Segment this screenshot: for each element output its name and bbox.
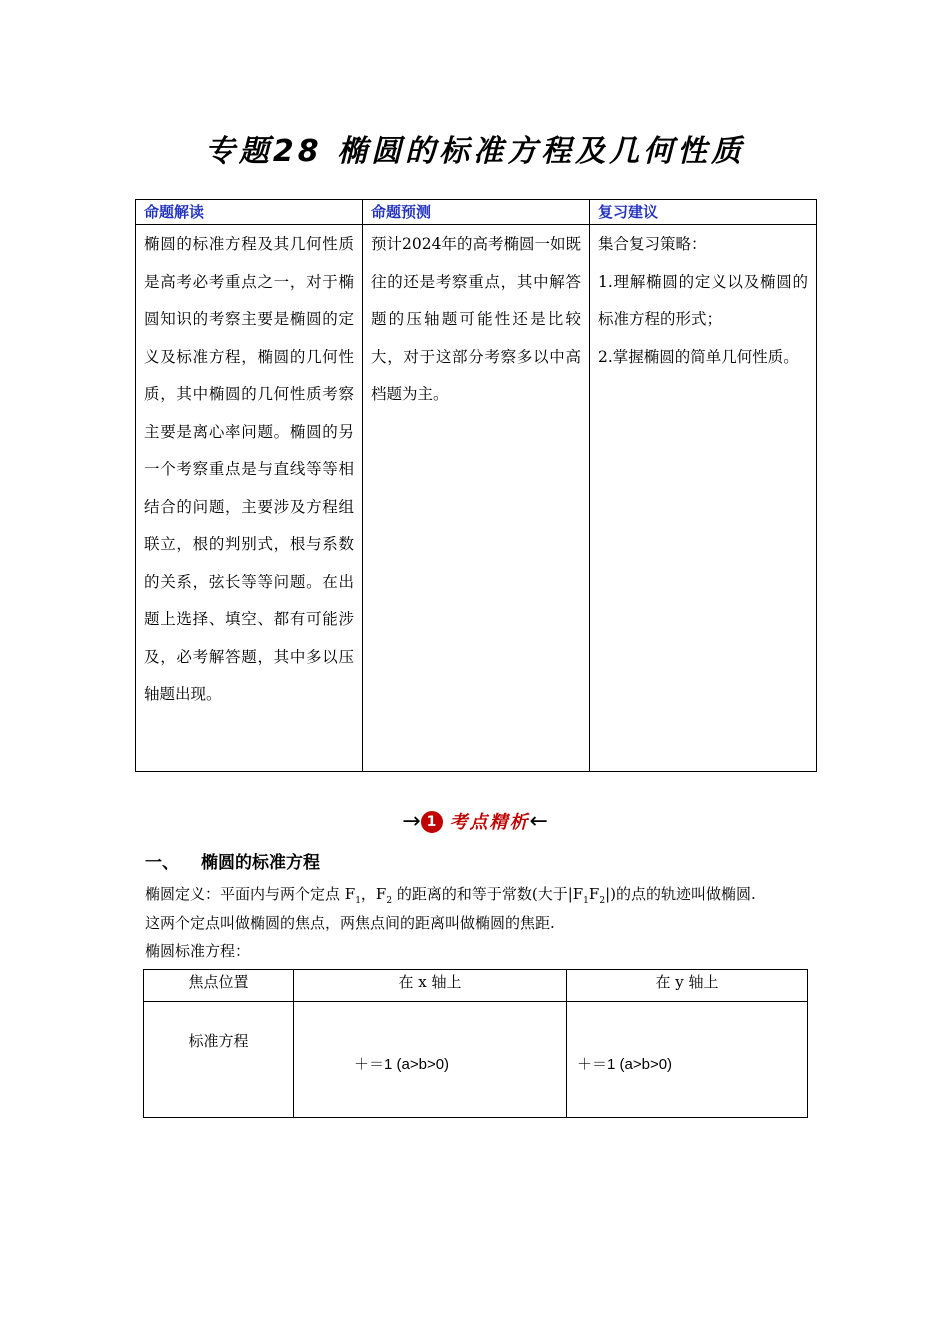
advice-intro: 集合复习策略： (598, 235, 707, 253)
eq-row-label: 标准方程 (144, 1002, 294, 1118)
x-axis-formula: ＋＝1 (a>b>0) (354, 1055, 450, 1073)
section-number-badge: 1 (421, 811, 443, 833)
header-interpretation: 命题解读 (136, 200, 363, 225)
interpretation-text: 椭圆的标准方程及其几何性质是高考必考重点之一，对于椭圆知识的考察主要是椭圆的定义及标准方程，椭圆的几何性质，其中椭圆的几何性质考察主要是离心率问题。椭圆的另一个考察重点是与直线等等相结合的问题，主要涉及方程组联立，根的判别式，根与系数的关系，弦长等等问题。在出题上选择、填空、都有可能涉及，必考解答题，其中多以压轴题出现。 (136, 225, 363, 772)
header-prediction: 命题预测 (363, 200, 590, 225)
heading-index: 一、 (145, 853, 179, 873)
arrow-right-icon: → (402, 809, 421, 834)
advice-item-1: 1.理解椭圆的定义以及椭圆的标准方程的形式； (598, 272, 808, 328)
subsection-heading (145, 848, 320, 873)
page-title: 专题28 椭圆的标准方程及几何性质 (204, 134, 746, 169)
review-advice-cell (590, 225, 817, 772)
equation-table (143, 969, 808, 1118)
y-axis-formula: ＋＝1 (a>b>0) (577, 1055, 673, 1073)
advice-item-2: 2.掌握椭圆的简单几何性质。 (598, 347, 799, 366)
x-axis-equation (294, 1002, 567, 1118)
prediction-text: 预计2024年的高考椭圆一如既往的还是考察重点，其中解答题的压轴题可能性还是比较大，对于这部分考察多以中高档题为主。 (363, 225, 590, 772)
overview-table (135, 199, 817, 772)
section-banner (0, 808, 950, 834)
eq-header-focus: 焦点位置 (144, 970, 294, 1002)
eq-header-y-axis: 在 y 轴上 (567, 970, 808, 1002)
eq-header-x-axis: 在 x 轴上 (294, 970, 567, 1002)
definition-line-2: 这两个定点叫做椭圆的焦点，两焦点间的距离叫做椭圆的焦距. (145, 914, 555, 932)
definition-line-3: 椭圆标准方程： (145, 942, 251, 960)
arrow-left-icon: ← (529, 809, 548, 834)
y-axis-equation (567, 1002, 808, 1118)
section-label: 考点精析 (449, 812, 530, 833)
heading-text: 椭圆的标准方程 (201, 853, 320, 873)
header-review-advice: 复习建议 (590, 200, 817, 225)
definition-line-1: 椭圆定义：平面内与两个定点 $F_1$，$F_2$ 的距离的和等于常数(大于$|F_1F_2|$)的点的轨迹叫做椭圆. (145, 885, 756, 906)
